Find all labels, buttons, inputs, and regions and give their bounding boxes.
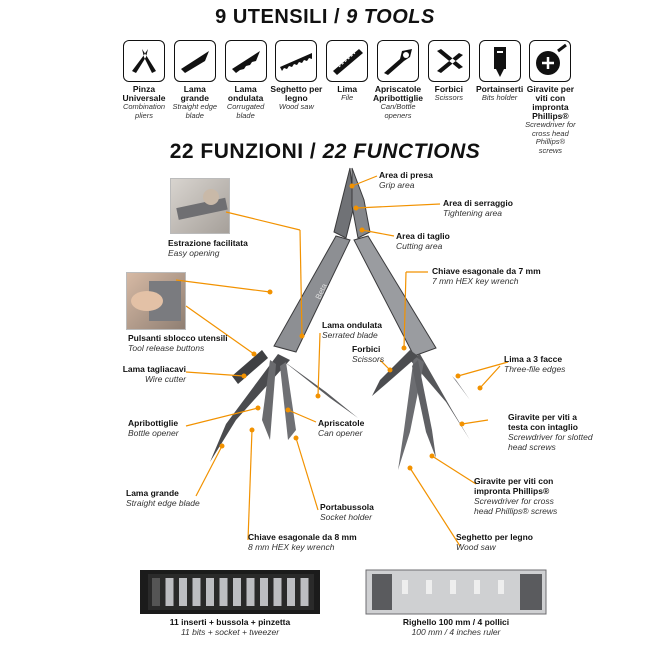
serrated-blade	[282, 360, 358, 418]
bit	[233, 578, 241, 606]
tool-name-it: Portainserti	[475, 84, 524, 94]
tool-name-en: Scissors	[434, 93, 463, 102]
tool-name-it: Seghetto per legno	[270, 84, 323, 103]
label-release-buttons: Pulsanti sblocco utensili Tool release buttons	[128, 333, 228, 353]
tool-name-it: Forbici	[434, 84, 463, 94]
bit	[166, 578, 174, 606]
ruler	[366, 570, 546, 614]
bit	[247, 578, 255, 606]
socket-holder	[280, 362, 296, 440]
brand-mark: Beta	[313, 282, 330, 301]
label-tightening-area: Area di serraggio Tightening area	[443, 198, 513, 218]
label-can-opener: Apriscatole Can opener	[318, 418, 365, 438]
tool-name-en: Screwdriver for cross head Phillips® screws	[525, 120, 576, 155]
tools-title-en: 9 TOOLS	[346, 6, 435, 28]
bit	[206, 578, 214, 606]
label-wood-saw: Seghetto per legno Wood saw	[456, 532, 533, 552]
tools-title-it: 9 UTENSILI /	[215, 6, 347, 28]
bit	[260, 578, 268, 606]
tool-name-en: Bits holder	[481, 93, 518, 102]
can-opener	[262, 360, 276, 440]
tool-name-it: Lama grande	[180, 84, 209, 103]
bit	[274, 578, 282, 606]
tool-name-it: Lama ondulata	[227, 84, 264, 103]
tool-name-en: Can/Bottle openers	[380, 102, 416, 120]
tool-name-it: Lima	[337, 84, 358, 94]
plier-jaw-right	[352, 168, 370, 238]
label-easy-opening: Estrazione facilitata Easy opening	[168, 238, 248, 258]
functions-title-en: 22 FUNCTIONS	[322, 140, 481, 163]
ruler-caption: Righello 100 mm / 4 pollici 100 mm / 4 inches ruler	[402, 617, 510, 637]
bit	[179, 578, 187, 606]
bit	[301, 578, 309, 606]
label-slotted-screwdriver: Giravite per viti a testa con intaglio Screwdriver for slotted head screws	[508, 412, 593, 452]
tool-name-it: Giravite per viti con impronta Phillips®	[526, 84, 575, 121]
tool-name-it: Apriscatole Apribottiglie	[372, 84, 424, 103]
label-three-file: Lima a 3 facce Three-file edges	[504, 354, 566, 374]
tool-name-en: Straight edge blade	[172, 102, 218, 120]
label-scissors: Forbici Scissors	[352, 344, 385, 364]
bit	[287, 578, 295, 606]
label-socket-holder: Portabussola Socket holder	[320, 502, 374, 522]
label-serrated-blade: Lama ondulata Serrated blade	[322, 320, 382, 340]
tool-name-en: File	[341, 93, 354, 102]
label-cutting-area: Area di taglio Cutting area	[396, 231, 450, 251]
label-wire-cutter: Lama tagliacavi Wire cutter	[122, 364, 186, 384]
tool-name-it: Pinza Universale	[122, 84, 166, 103]
functions-title-it: 22 FUNZIONI /	[169, 140, 323, 163]
bit	[193, 578, 201, 606]
tool-name-en: Wood saw	[278, 102, 314, 111]
plier-jaw-left	[334, 168, 354, 238]
bits-caption: 11 inserti + bussola + pinzetta 11 bits + socket + tweezer	[169, 617, 291, 637]
bit	[220, 578, 228, 606]
tool-name-en: Corrugated blade	[226, 102, 265, 120]
label-hex7: Chiave esagonale da 7 mm 7 mm HEX key wrench	[432, 266, 541, 286]
label-phillips-screwdriver: Giravite per viti con impronta Phillips® Screwdriver for cross head Phillips® screws	[474, 476, 558, 516]
label-grip-area: Area di presa Grip area	[379, 170, 433, 190]
label-straight-blade: Lama grande Straight edge blade	[126, 488, 200, 508]
label-bottle-opener: Apribottiglie Bottle opener	[128, 418, 179, 438]
tool-name-en: Combination pliers	[122, 102, 166, 120]
label-hex8: Chiave esagonale da 8 mm 8 mm HEX key wrench	[248, 532, 357, 552]
file	[428, 352, 470, 400]
bit	[152, 578, 160, 606]
